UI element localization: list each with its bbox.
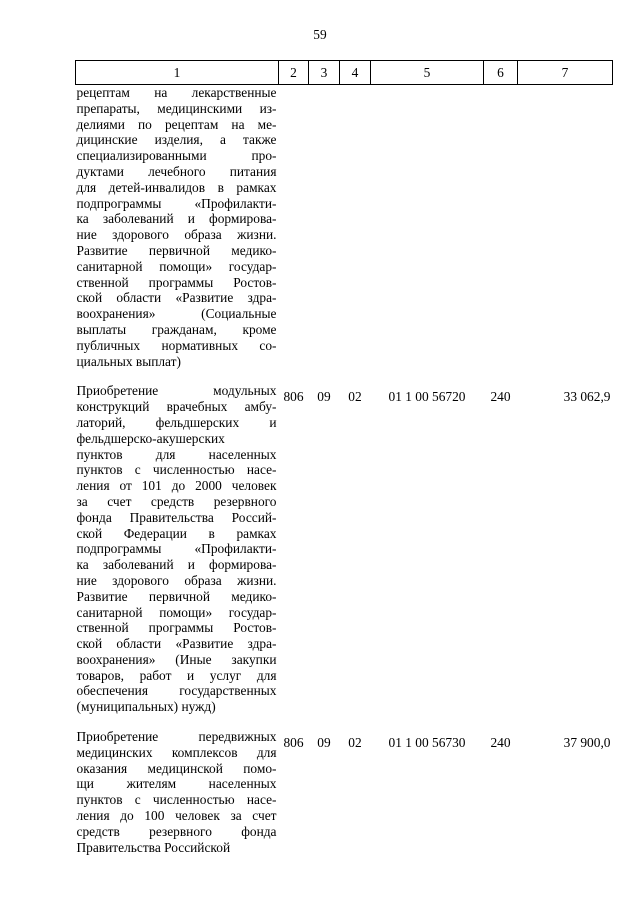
- row-code-csr: [371, 85, 484, 370]
- row-name-line: медицинских комплексов для: [76, 744, 277, 760]
- row-name-line: Правительства Российской: [76, 839, 231, 855]
- row-name-line: выплаты гражданам, кроме: [76, 321, 277, 337]
- row-name-line: ственной программы Ростов-: [76, 274, 277, 290]
- row-name-line: циальных выплат): [76, 353, 181, 369]
- row-name-line: товаров, работ и услуг для: [76, 667, 277, 683]
- row-code-pr: [340, 85, 371, 370]
- row-name-line: публичных нормативных со-: [76, 337, 277, 353]
- row-code-gr: 806: [283, 389, 304, 405]
- row-name-line: подпрограммы «Профилакти-: [76, 541, 277, 557]
- row-code-pr: 02: [348, 389, 362, 405]
- row-name-line: ления до 100 человек за счет: [76, 808, 277, 824]
- row-name-line: ка заболеваний и формирова-: [76, 557, 277, 573]
- row-name-line: фельдшерско-акушерских: [76, 430, 225, 446]
- row-name-line: Приобретение модульных: [76, 383, 277, 399]
- row-name-line: ние здорового образа жизни.: [76, 227, 277, 243]
- header-col-6: 6: [484, 61, 518, 85]
- row-name-cell: [76, 383, 279, 715]
- row-name-line: для детей-инвалидов в рамках: [76, 179, 277, 195]
- row-name-line: дуктами лечебного питания: [76, 163, 277, 179]
- row-code-rz: 09: [317, 389, 331, 405]
- budget-table: [75, 60, 613, 855]
- row-spacer-cell: [76, 369, 613, 383]
- row-amount: [518, 85, 613, 370]
- row-name-line: воохранения» (Социальные: [76, 306, 277, 322]
- row-name-line: ской области «Развитие здра-: [76, 290, 277, 306]
- header-col-3: 3: [309, 61, 340, 85]
- row-name-line: ской области «Развитие здра-: [76, 636, 277, 652]
- row-spacer: [76, 715, 613, 729]
- row-code-vr: 240: [490, 735, 511, 751]
- row-name-line: (муниципальных) нужд): [76, 699, 216, 715]
- row-name-line: пунктов с численностью насе-: [76, 462, 277, 478]
- row-spacer-cell: [76, 715, 613, 729]
- row-name-line: санитарной помощи» государ-: [76, 258, 277, 274]
- table-row: [76, 729, 613, 855]
- table-row: [76, 85, 613, 370]
- row-code-rz: 09: [317, 735, 331, 751]
- row-name-line: дицинские изделия, а также: [76, 132, 277, 148]
- header-col-2: 2: [279, 61, 309, 85]
- row-name-line: за счет средств резервного: [76, 493, 277, 509]
- header-col-4: 4: [340, 61, 371, 85]
- row-name-line: Приобретение передвижных: [76, 729, 277, 745]
- row-code-rz: [309, 85, 340, 370]
- row-name-line: ления от 101 до 2000 человек: [76, 478, 277, 494]
- row-name-line: ской Федерации в рамках: [76, 525, 277, 541]
- row-name-line: средств резервного фонда: [76, 823, 277, 839]
- row-name-line: делиями по рецептам на ме-: [76, 116, 277, 132]
- row-code-csr: 01 1 00 56720: [388, 389, 466, 405]
- header-col-5: 5: [371, 61, 484, 85]
- row-name-line: препараты, медицинскими из-: [76, 100, 277, 116]
- row-code-gr: [279, 85, 309, 370]
- row-code-vr: 240: [490, 389, 511, 405]
- row-amount: 37 900,0: [563, 735, 611, 751]
- row-name-line: подпрограммы «Профилакти-: [76, 195, 277, 211]
- row-name-line: ние здорового образа жизни.: [76, 572, 277, 588]
- row-name-cell: [76, 85, 279, 370]
- table-header-row: [76, 61, 613, 85]
- row-name-line: оказания медицинской помо-: [76, 760, 277, 776]
- table-row: [76, 383, 613, 715]
- row-code-gr: 806: [283, 735, 304, 751]
- row-name-line: санитарной помощи» государ-: [76, 604, 277, 620]
- header-col-1: 1: [76, 61, 279, 85]
- row-name-line: обеспечения государственных: [76, 683, 277, 699]
- row-code-pr: 02: [348, 735, 362, 751]
- row-code-csr: 01 1 00 56730: [388, 735, 466, 751]
- header-col-7: 7: [518, 61, 613, 85]
- page-number: 59: [313, 27, 327, 42]
- row-name-cell: [76, 729, 279, 855]
- row-name-line: специализированными про-: [76, 148, 277, 164]
- row-name-line: фонда Правительства Россий-: [76, 509, 277, 525]
- row-name-line: воохранения» (Иные закупки: [76, 651, 277, 667]
- row-name-line: пунктов для населенных: [76, 446, 277, 462]
- row-name-line: пунктов с численностью насе-: [76, 792, 277, 808]
- row-name-line: щи жителям населенных: [76, 776, 277, 792]
- row-name-line: Развитие первичной медико-: [76, 588, 277, 604]
- row-name-line: рецептам на лекарственные: [76, 85, 277, 100]
- row-name-line: Развитие первичной медико-: [76, 242, 277, 258]
- row-name-line: конструкций врачебных амбу-: [76, 399, 277, 415]
- row-spacer: [76, 369, 613, 383]
- row-amount: 33 062,9: [563, 389, 611, 405]
- row-name-line: ственной программы Ростов-: [76, 620, 277, 636]
- row-name-line: латорий, фельдшерских и: [76, 414, 277, 430]
- row-name-line: ка заболеваний и формирова-: [76, 211, 277, 227]
- row-code-vr: [484, 85, 518, 370]
